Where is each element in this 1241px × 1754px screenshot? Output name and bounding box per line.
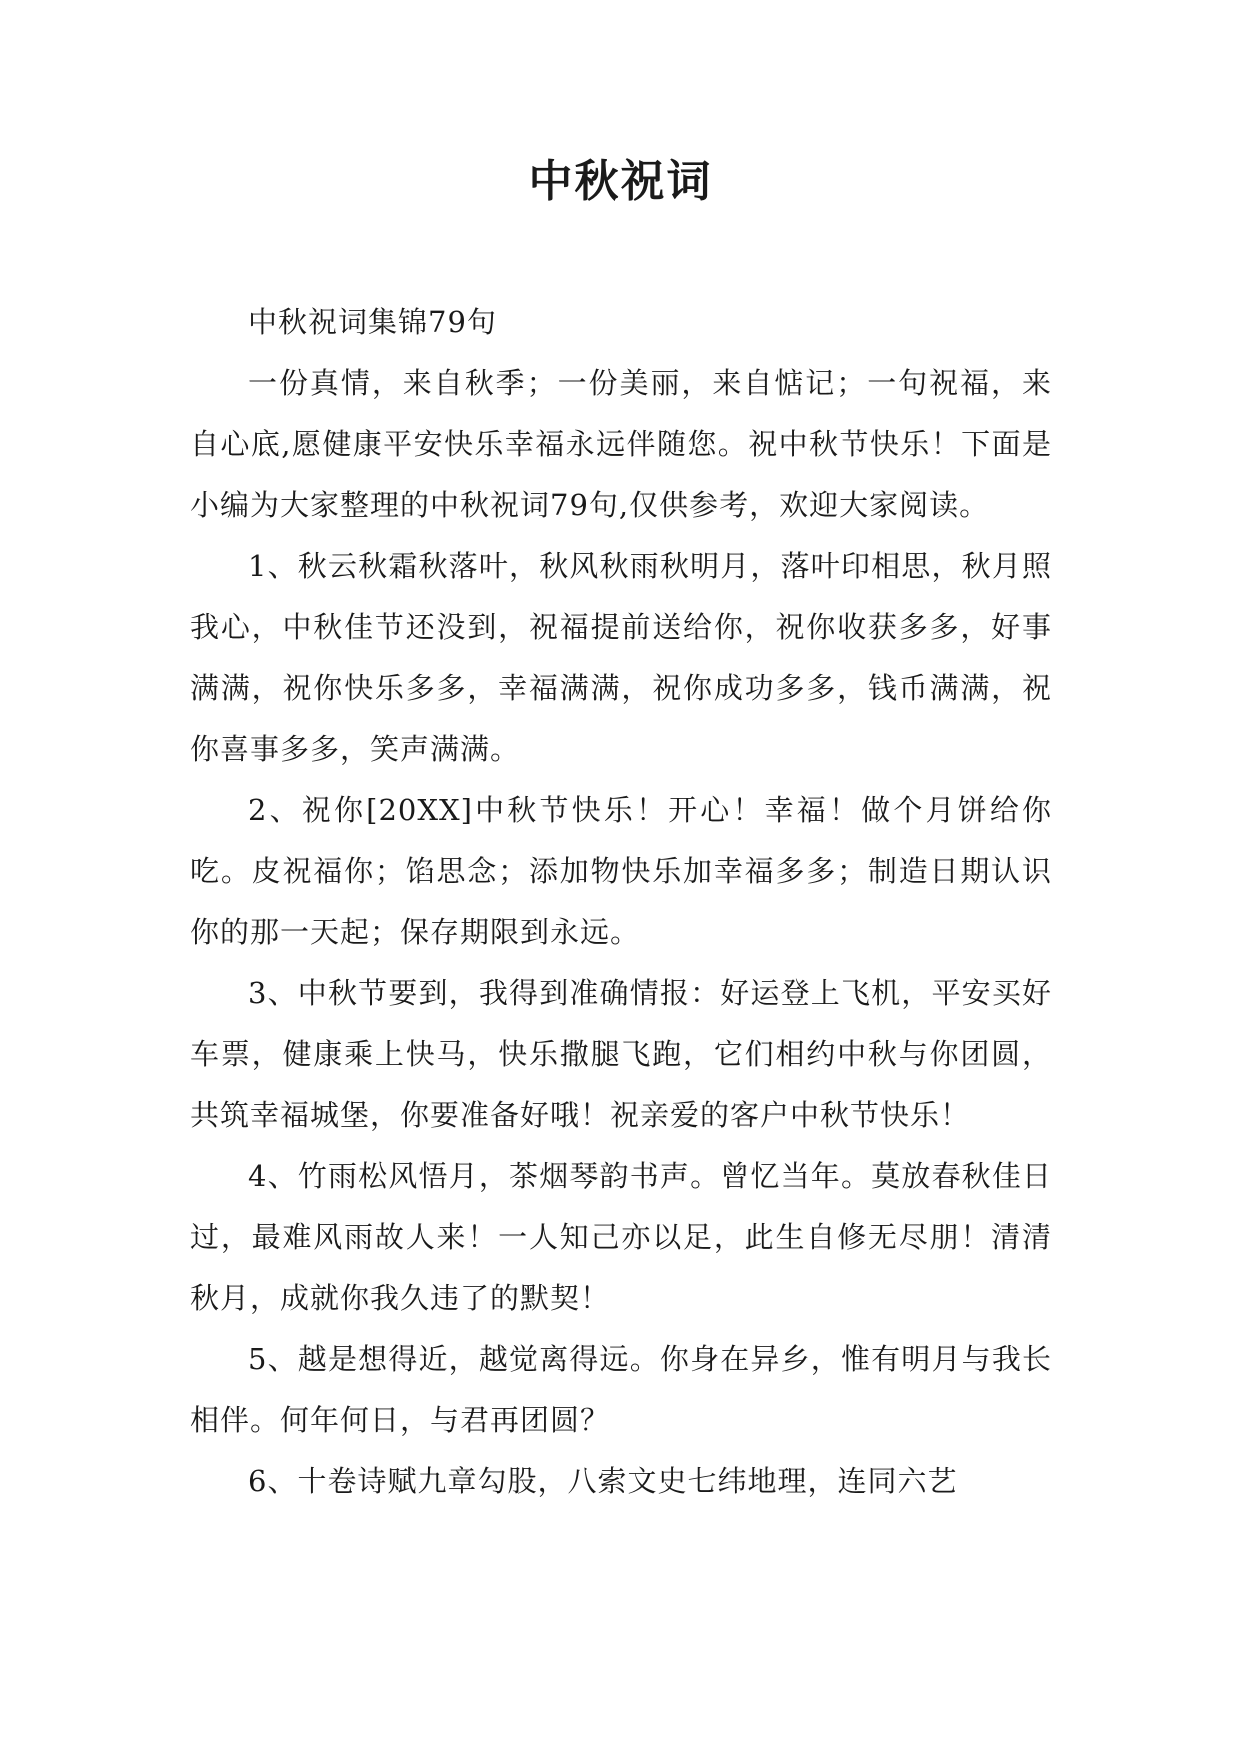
document-body — [190, 292, 1052, 1512]
greeting-paragraph-5: 5、越是想得近，越觉离得远。你身在异乡，惟有明月与我长相伴。何年何日，与君再团圆？ — [190, 1342, 1052, 1437]
subtitle-paragraph: 中秋祝词集锦79句 — [248, 305, 497, 339]
greeting-paragraph-2: 2、祝你[20XX]中秋节快乐！开心！幸福！做个月饼给你吃。皮祝福你；馅思念；添加物快乐加幸福多多；制造日期认识你的那一天起；保存期限到永远。 — [190, 793, 1052, 949]
greeting-paragraph-4: 4、竹雨松风悟月，茶烟琴韵书声。曾忆当年。莫放春秋佳日过，最难风雨故人来！一人知己亦以足，此生自修无尽朋！清清秋月，成就你我久违了的默契！ — [190, 1159, 1052, 1315]
greeting-paragraph-6: 6、十卷诗赋九章勾股，八索文史七纬地理，连同六艺 — [248, 1464, 958, 1498]
greeting-paragraph-1: 1、秋云秋霜秋落叶，秋风秋雨秋明月，落叶印相思，秋月照我心，中秋佳节还没到，祝福提前送给你，祝你收获多多，好事满满，祝你快乐多多，幸福满满，祝你成功多多，钱币满满，祝你喜事多多，笑声满满。 — [190, 549, 1052, 766]
document-title: 中秋祝词 — [528, 156, 713, 207]
intro-paragraph: 一份真情，来自秋季；一份美丽，来自惦记；一句祝福，来自心底,愿健康平安快乐幸福永远伴随您。祝中秋节快乐！下面是小编为大家整理的中秋祝词79句,仅供参考，欢迎大家阅读。 — [190, 366, 1052, 522]
greeting-paragraph-3: 3、中秋节要到，我得到准确情报：好运登上飞机，平安买好车票，健康乘上快马，快乐撒腿飞跑，它们相约中秋与你团圆，共筑幸福城堡，你要准备好哦！祝亲爱的客户中秋节快乐！ — [190, 976, 1052, 1132]
